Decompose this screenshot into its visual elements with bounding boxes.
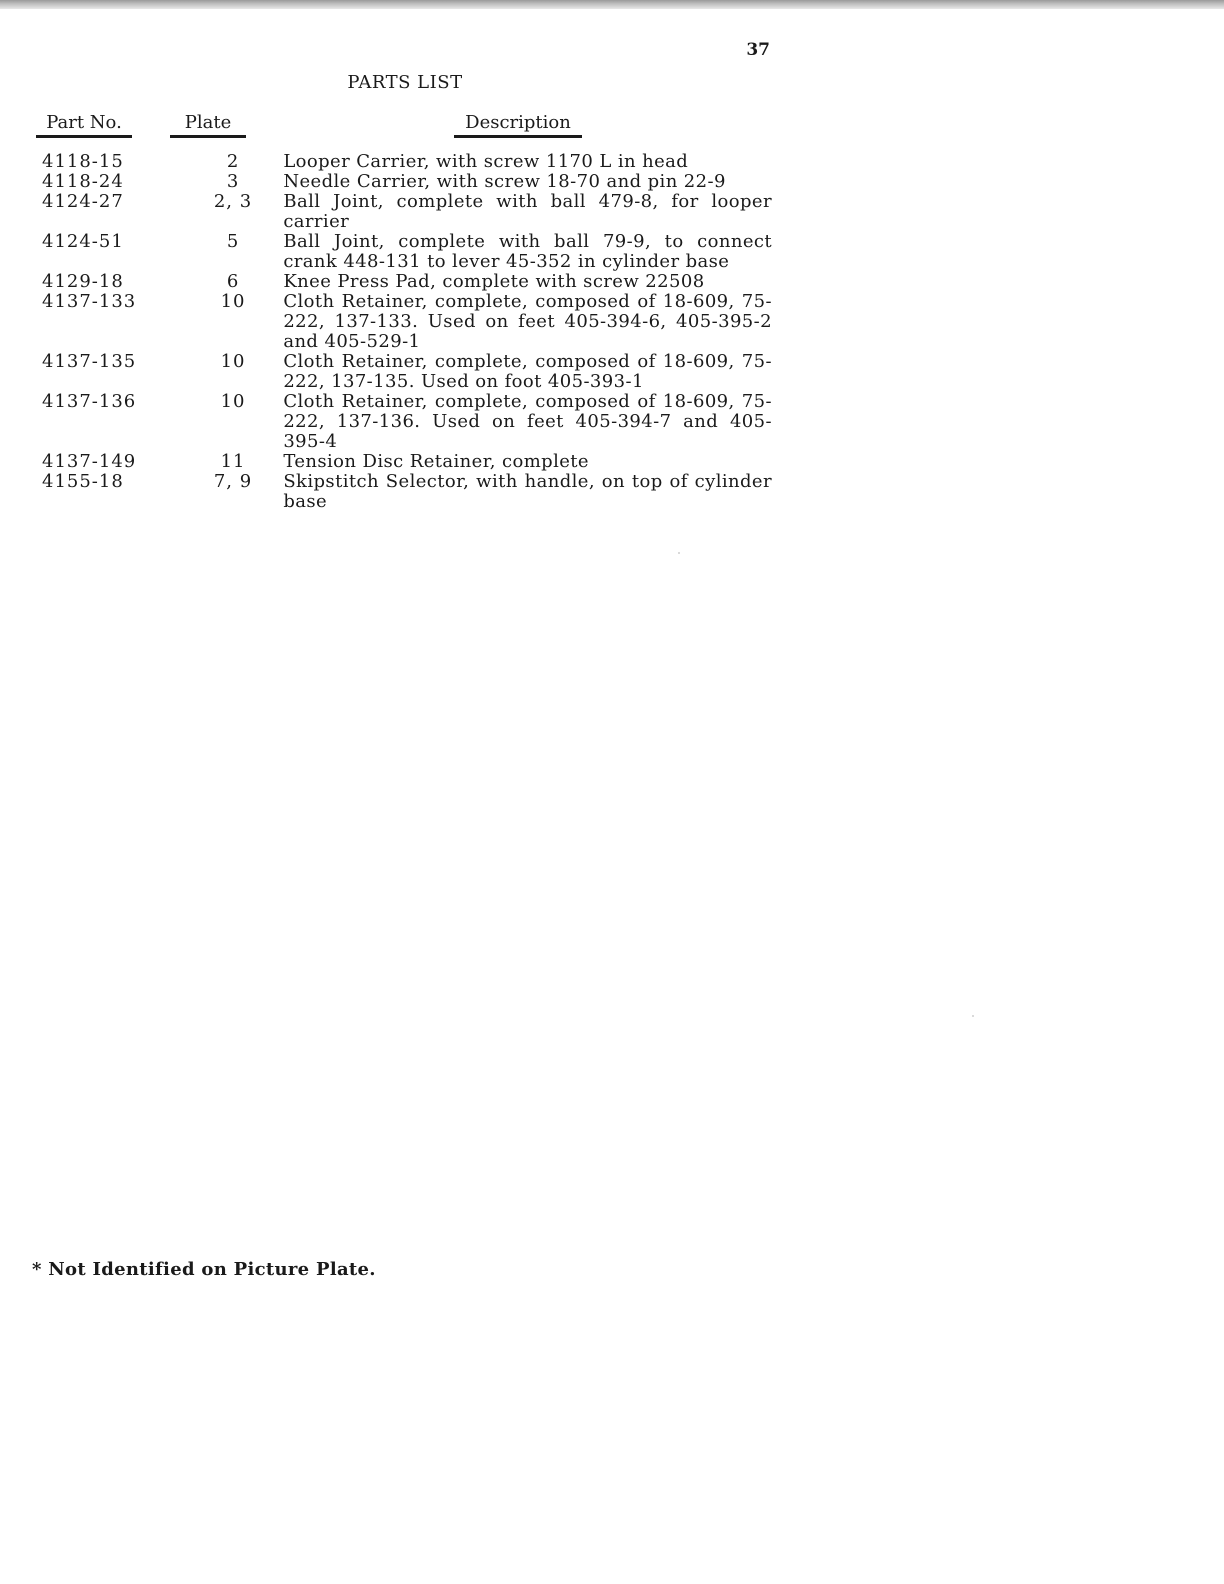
- footnote: * Not Identified on Picture Plate.: [32, 1259, 376, 1280]
- part-number-cell: 4118-24: [42, 171, 124, 192]
- table-row: [42, 192, 772, 232]
- plate-cell: 7, 9: [213, 471, 253, 492]
- column-header-description: [454, 112, 582, 138]
- scan-top-edge: [0, 0, 1224, 9]
- table-row: [42, 152, 772, 172]
- description-cell: Ball Joint, complete with ball 479-8, for looper carrier: [283, 191, 772, 232]
- table-row: [42, 272, 772, 292]
- description-cell: Needle Carrier, with screw 18-70 and pin 22-9: [283, 171, 726, 192]
- plate-cell: 3: [226, 171, 240, 192]
- table-row: [42, 232, 772, 272]
- page-number: 37: [746, 40, 770, 60]
- column-header-underline: [170, 135, 246, 138]
- table-row: [42, 472, 772, 512]
- description-cell: Knee Press Pad, complete with screw 22508: [283, 271, 705, 292]
- plate-cell: 6: [226, 271, 240, 292]
- part-number-cell: 4137-135: [42, 351, 137, 372]
- part-number-cell: 4137-133: [42, 291, 137, 312]
- part-number-cell: 4124-27: [42, 191, 124, 212]
- plate-cell: 10: [220, 291, 246, 312]
- table-row: [42, 352, 772, 392]
- part-number-cell: 4124-51: [42, 231, 124, 252]
- description-cell: Ball Joint, complete with ball 79-9, to connect crank 448-131 to lever 45-352 in cylinder base: [283, 231, 772, 272]
- part-number-cell: 4118-15: [42, 151, 124, 172]
- column-header-plate-label: Plate: [184, 112, 232, 133]
- description-cell: Looper Carrier, with screw 1170 L in head: [283, 151, 689, 172]
- description-cell: Cloth Retainer, complete, composed of 18-609, 75-222, 137-136. Used on feet 405-394-7 and 405-395-4: [283, 391, 772, 452]
- plate-cell: 2: [226, 151, 240, 172]
- plate-cell: 2, 3: [213, 191, 253, 212]
- column-header-part-no: [36, 112, 132, 138]
- column-header-underline: [36, 135, 132, 138]
- description-cell: Skipstitch Selector, with handle, on top of cylinder base: [283, 471, 772, 512]
- description-cell: Tension Disc Retainer, complete: [283, 451, 589, 472]
- scan-speck: [678, 552, 680, 554]
- page-title: PARTS LIST: [347, 72, 463, 93]
- part-number-cell: 4137-149: [42, 451, 137, 472]
- plate-cell: 5: [226, 231, 240, 252]
- description-cell: Cloth Retainer, complete, composed of 18-609, 75-222, 137-135. Used on foot 405-393-1: [283, 351, 772, 392]
- table-row: [42, 452, 772, 472]
- part-number-cell: 4137-136: [42, 391, 137, 412]
- part-number-cell: 4129-18: [42, 271, 124, 292]
- column-header-underline: [454, 135, 582, 138]
- table-row: [42, 172, 772, 192]
- parts-table: [42, 152, 772, 512]
- part-number-cell: 4155-18: [42, 471, 124, 492]
- column-header-description-label: Description: [465, 112, 571, 133]
- plate-cell: 11: [220, 451, 246, 472]
- description-cell: Cloth Retainer, complete, composed of 18-609, 75-222, 137-133. Used on feet 405-394-6, 405-395-2 and 405-529-1: [283, 291, 772, 352]
- column-header-part-no-label: Part No.: [46, 112, 122, 133]
- table-row: [42, 292, 772, 352]
- column-header-plate: [170, 112, 246, 138]
- plate-cell: 10: [220, 391, 246, 412]
- plate-cell: 10: [220, 351, 246, 372]
- scan-speck: [972, 1015, 974, 1017]
- table-row: [42, 392, 772, 452]
